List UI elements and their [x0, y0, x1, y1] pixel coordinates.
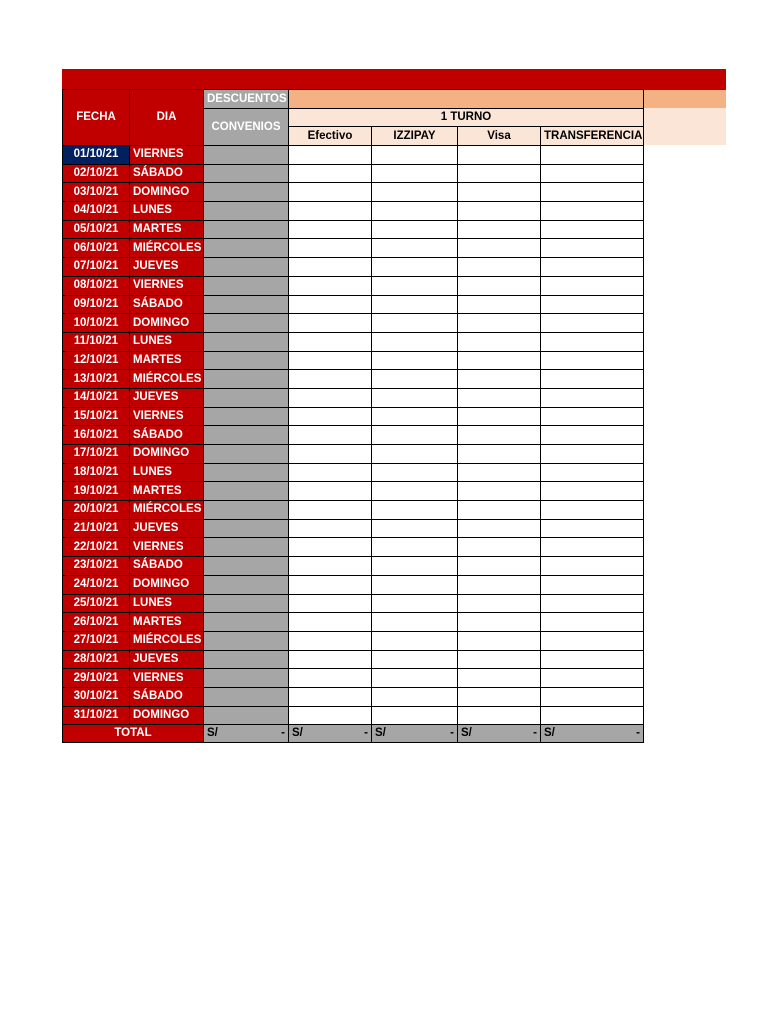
table-row: [63, 687, 644, 706]
convenios-cell[interactable]: [204, 501, 289, 520]
efectivo-cell[interactable]: [289, 332, 372, 351]
dia-cell[interactable]: VIERNES: [130, 669, 204, 688]
efectivo-cell[interactable]: [289, 650, 372, 669]
fecha-cell[interactable]: 30/10/21: [63, 687, 130, 706]
table-row: [63, 146, 644, 165]
dia-cell[interactable]: JUEVES: [130, 650, 204, 669]
efectivo-cell[interactable]: [289, 407, 372, 426]
dia-cell[interactable]: LUNES: [130, 594, 204, 613]
table-row: [63, 706, 644, 725]
transferencia-cell[interactable]: [541, 258, 644, 277]
table-row: [63, 370, 644, 389]
total-currency: S/: [461, 727, 472, 740]
visa-cell[interactable]: [458, 146, 541, 165]
izzipay-cell[interactable]: [372, 388, 458, 407]
fecha-cell[interactable]: 21/10/21: [63, 519, 130, 538]
table-row: [63, 332, 644, 351]
visa-cell[interactable]: [458, 669, 541, 688]
dia-cell[interactable]: DOMINGO: [130, 575, 204, 594]
transferencia-cell[interactable]: [541, 220, 644, 239]
efectivo-cell[interactable]: [289, 706, 372, 725]
izzipay-cell[interactable]: [372, 445, 458, 464]
table-row: [63, 445, 644, 464]
total-amount: -: [533, 727, 537, 740]
table-row: [63, 669, 644, 688]
efectivo-cell[interactable]: [289, 519, 372, 538]
visa-cell[interactable]: [458, 183, 541, 202]
table-row: [63, 407, 644, 426]
convenios-cell[interactable]: [204, 631, 289, 650]
efectivo-cell[interactable]: [289, 687, 372, 706]
convenios-cell[interactable]: [204, 183, 289, 202]
dia-cell[interactable]: JUEVES: [130, 258, 204, 277]
transferencia-cell[interactable]: [541, 463, 644, 482]
total-convenios[interactable]: [204, 725, 289, 743]
izzipay-cell[interactable]: [372, 146, 458, 165]
fecha-cell[interactable]: 08/10/21: [63, 276, 130, 295]
transferencia-cell[interactable]: [541, 650, 644, 669]
fecha-cell[interactable]: 23/10/21: [63, 557, 130, 576]
dia-cell[interactable]: MIÉRCOLES: [130, 239, 204, 258]
transferencia-cell[interactable]: [541, 687, 644, 706]
convenios-cell[interactable]: [204, 258, 289, 277]
total-visa[interactable]: [458, 725, 541, 743]
fecha-cell[interactable]: 12/10/21: [63, 351, 130, 370]
visa-cell[interactable]: [458, 650, 541, 669]
fecha-cell[interactable]: 01/10/21: [63, 146, 130, 165]
table-row: [63, 557, 644, 576]
izzipay-cell[interactable]: [372, 575, 458, 594]
visa-cell[interactable]: [458, 631, 541, 650]
izzipay-cell[interactable]: [372, 706, 458, 725]
convenios-cell[interactable]: [204, 407, 289, 426]
izzipay-cell[interactable]: [372, 650, 458, 669]
izzipay-cell[interactable]: [372, 557, 458, 576]
izzipay-cell[interactable]: [372, 332, 458, 351]
visa-cell[interactable]: [458, 332, 541, 351]
table-row: [63, 351, 644, 370]
visa-cell[interactable]: [458, 276, 541, 295]
transferencia-cell[interactable]: [541, 146, 644, 165]
efectivo-cell[interactable]: [289, 258, 372, 277]
izzipay-cell[interactable]: [372, 519, 458, 538]
dia-cell[interactable]: SÁBADO: [130, 687, 204, 706]
transferencia-cell[interactable]: [541, 388, 644, 407]
dia-cell[interactable]: SÁBADO: [130, 557, 204, 576]
total-amount: -: [450, 727, 454, 740]
convenios-cell[interactable]: [204, 426, 289, 445]
izzipay-cell[interactable]: [372, 426, 458, 445]
table-row: [63, 314, 644, 333]
fecha-cell[interactable]: 31/10/21: [63, 706, 130, 725]
fecha-cell[interactable]: 17/10/21: [63, 445, 130, 464]
convenios-cell[interactable]: [204, 519, 289, 538]
header-fecha[interactable]: FECHA: [63, 90, 130, 146]
dia-cell[interactable]: MARTES: [130, 482, 204, 501]
convenios-cell[interactable]: [204, 146, 289, 165]
fecha-cell[interactable]: 28/10/21: [63, 650, 130, 669]
header-transferencia[interactable]: TRANSFERENCIA: [541, 127, 644, 146]
total-efectivo[interactable]: [289, 725, 372, 743]
efectivo-cell[interactable]: [289, 445, 372, 464]
visa-cell[interactable]: [458, 445, 541, 464]
total-amount: -: [364, 727, 368, 740]
fecha-cell[interactable]: 15/10/21: [63, 407, 130, 426]
izzipay-cell[interactable]: [372, 407, 458, 426]
efectivo-cell[interactable]: [289, 351, 372, 370]
fecha-cell[interactable]: 05/10/21: [63, 220, 130, 239]
efectivo-cell[interactable]: [289, 631, 372, 650]
dia-cell[interactable]: LUNES: [130, 202, 204, 221]
visa-cell[interactable]: [458, 687, 541, 706]
transferencia-cell[interactable]: [541, 332, 644, 351]
visa-cell[interactable]: [458, 314, 541, 333]
efectivo-cell[interactable]: [289, 557, 372, 576]
convenios-cell[interactable]: [204, 239, 289, 258]
transferencia-cell[interactable]: [541, 706, 644, 725]
efectivo-cell[interactable]: [289, 220, 372, 239]
transferencia-cell[interactable]: [541, 445, 644, 464]
izzipay-cell[interactable]: [372, 314, 458, 333]
transferencia-cell[interactable]: [541, 594, 644, 613]
descuentos-fill[interactable]: [289, 90, 644, 109]
efectivo-cell[interactable]: [289, 463, 372, 482]
visa-cell[interactable]: [458, 463, 541, 482]
visa-cell[interactable]: [458, 538, 541, 557]
izzipay-cell[interactable]: [372, 164, 458, 183]
transferencia-cell[interactable]: [541, 370, 644, 389]
transferencia-cell[interactable]: [541, 183, 644, 202]
efectivo-cell[interactable]: [289, 388, 372, 407]
visa-cell[interactable]: [458, 519, 541, 538]
fecha-cell[interactable]: 27/10/21: [63, 631, 130, 650]
fecha-cell[interactable]: 19/10/21: [63, 482, 130, 501]
efectivo-cell[interactable]: [289, 183, 372, 202]
dia-cell[interactable]: DOMINGO: [130, 706, 204, 725]
izzipay-cell[interactable]: [372, 370, 458, 389]
table-row: [63, 388, 644, 407]
table-row: [63, 183, 644, 202]
izzipay-cell[interactable]: [372, 183, 458, 202]
table-row: [63, 631, 644, 650]
total-amount: -: [281, 727, 285, 740]
izzipay-cell[interactable]: [372, 501, 458, 520]
header-izzipay[interactable]: IZZIPAY: [372, 127, 458, 146]
dia-cell[interactable]: VIERNES: [130, 146, 204, 165]
convenios-cell[interactable]: [204, 370, 289, 389]
transferencia-cell[interactable]: [541, 164, 644, 183]
total-izzipay[interactable]: [372, 725, 458, 743]
header-descuentos[interactable]: DESCUENTOS: [204, 90, 289, 109]
convenios-cell[interactable]: [204, 220, 289, 239]
visa-cell[interactable]: [458, 351, 541, 370]
dia-cell[interactable]: SÁBADO: [130, 426, 204, 445]
efectivo-cell[interactable]: [289, 482, 372, 501]
transferencia-cell[interactable]: [541, 351, 644, 370]
fecha-cell[interactable]: 14/10/21: [63, 388, 130, 407]
visa-cell[interactable]: [458, 706, 541, 725]
convenios-cell[interactable]: [204, 706, 289, 725]
transferencia-cell[interactable]: [541, 202, 644, 221]
dia-cell[interactable]: JUEVES: [130, 519, 204, 538]
transferencia-cell[interactable]: [541, 426, 644, 445]
convenios-cell[interactable]: [204, 594, 289, 613]
visa-cell[interactable]: [458, 426, 541, 445]
izzipay-cell[interactable]: [372, 669, 458, 688]
visa-cell[interactable]: [458, 575, 541, 594]
convenios-cell[interactable]: [204, 351, 289, 370]
convenios-cell[interactable]: [204, 575, 289, 594]
visa-cell[interactable]: [458, 388, 541, 407]
convenios-cell[interactable]: [204, 295, 289, 314]
izzipay-cell[interactable]: [372, 295, 458, 314]
sales-sheet: [62, 89, 644, 743]
convenios-cell[interactable]: [204, 650, 289, 669]
transferencia-cell[interactable]: [541, 314, 644, 333]
table-row: [63, 295, 644, 314]
transferencia-cell[interactable]: [541, 407, 644, 426]
table-row: [63, 575, 644, 594]
dia-cell[interactable]: MARTES: [130, 351, 204, 370]
header-efectivo[interactable]: Efectivo: [289, 127, 372, 146]
transferencia-cell[interactable]: [541, 276, 644, 295]
efectivo-cell[interactable]: [289, 239, 372, 258]
convenios-cell[interactable]: [204, 332, 289, 351]
table-row: [63, 220, 644, 239]
transferencia-cell[interactable]: [541, 239, 644, 258]
izzipay-cell[interactable]: [372, 631, 458, 650]
fecha-cell[interactable]: 26/10/21: [63, 613, 130, 632]
dia-cell[interactable]: MIÉRCOLES: [130, 631, 204, 650]
izzipay-cell[interactable]: [372, 351, 458, 370]
fecha-cell[interactable]: 18/10/21: [63, 463, 130, 482]
izzipay-cell[interactable]: [372, 538, 458, 557]
fecha-cell[interactable]: 10/10/21: [63, 314, 130, 333]
table-row: [63, 482, 644, 501]
total-label[interactable]: TOTAL: [63, 725, 204, 743]
header-turno[interactable]: 1 TURNO: [289, 109, 644, 127]
convenios-cell[interactable]: [204, 445, 289, 464]
izzipay-cell[interactable]: [372, 594, 458, 613]
visa-cell[interactable]: [458, 482, 541, 501]
efectivo-cell[interactable]: [289, 202, 372, 221]
convenios-cell[interactable]: [204, 276, 289, 295]
fecha-cell[interactable]: 24/10/21: [63, 575, 130, 594]
sheet-body: [63, 146, 644, 725]
izzipay-cell[interactable]: [372, 220, 458, 239]
visa-cell[interactable]: [458, 613, 541, 632]
table-row: [63, 202, 644, 221]
izzipay-cell[interactable]: [372, 687, 458, 706]
dia-cell[interactable]: VIERNES: [130, 276, 204, 295]
convenios-cell[interactable]: [204, 202, 289, 221]
dia-cell[interactable]: JUEVES: [130, 388, 204, 407]
izzipay-cell[interactable]: [372, 258, 458, 277]
fecha-cell[interactable]: 11/10/21: [63, 332, 130, 351]
fecha-cell[interactable]: 02/10/21: [63, 164, 130, 183]
efectivo-cell[interactable]: [289, 314, 372, 333]
efectivo-cell[interactable]: [289, 575, 372, 594]
total-currency: S/: [207, 727, 218, 740]
transferencia-cell[interactable]: [541, 613, 644, 632]
izzipay-cell[interactable]: [372, 482, 458, 501]
visa-cell[interactable]: [458, 295, 541, 314]
dia-cell[interactable]: MIÉRCOLES: [130, 501, 204, 520]
transferencia-cell[interactable]: [541, 501, 644, 520]
convenios-cell[interactable]: [204, 164, 289, 183]
visa-cell[interactable]: [458, 594, 541, 613]
table-row: [63, 426, 644, 445]
izzipay-cell[interactable]: [372, 276, 458, 295]
visa-cell[interactable]: [458, 407, 541, 426]
izzipay-cell[interactable]: [372, 239, 458, 258]
convenios-cell[interactable]: [204, 557, 289, 576]
total-currency: S/: [375, 727, 386, 740]
convenios-cell[interactable]: [204, 538, 289, 557]
total-transferencia[interactable]: [541, 725, 644, 743]
dia-cell[interactable]: VIERNES: [130, 538, 204, 557]
header-visa[interactable]: Visa: [458, 127, 541, 146]
convenios-cell[interactable]: [204, 669, 289, 688]
fecha-cell[interactable]: 13/10/21: [63, 370, 130, 389]
table-row: [63, 594, 644, 613]
convenios-cell[interactable]: [204, 613, 289, 632]
table-row: [63, 650, 644, 669]
efectivo-cell[interactable]: [289, 669, 372, 688]
dia-cell[interactable]: MARTES: [130, 220, 204, 239]
efectivo-cell[interactable]: [289, 538, 372, 557]
fecha-cell[interactable]: 06/10/21: [63, 239, 130, 258]
transferencia-cell[interactable]: [541, 669, 644, 688]
efectivo-cell[interactable]: [289, 613, 372, 632]
transferencia-cell[interactable]: [541, 295, 644, 314]
title-bar: [62, 69, 726, 90]
visa-cell[interactable]: [458, 501, 541, 520]
table-row: [63, 276, 644, 295]
total-amount: -: [636, 727, 640, 740]
izzipay-cell[interactable]: [372, 463, 458, 482]
convenios-cell[interactable]: [204, 463, 289, 482]
efectivo-cell[interactable]: [289, 164, 372, 183]
fecha-cell[interactable]: 03/10/21: [63, 183, 130, 202]
dia-cell[interactable]: DOMINGO: [130, 314, 204, 333]
table-row: [63, 164, 644, 183]
dia-cell[interactable]: MARTES: [130, 613, 204, 632]
efectivo-cell[interactable]: [289, 501, 372, 520]
fecha-cell[interactable]: 22/10/21: [63, 538, 130, 557]
efectivo-cell[interactable]: [289, 594, 372, 613]
dia-cell[interactable]: LUNES: [130, 463, 204, 482]
table-row: [63, 258, 644, 277]
fecha-cell[interactable]: 29/10/21: [63, 669, 130, 688]
convenios-cell[interactable]: [204, 314, 289, 333]
visa-cell[interactable]: [458, 202, 541, 221]
table-row: [63, 463, 644, 482]
dia-cell[interactable]: LUNES: [130, 332, 204, 351]
visa-cell[interactable]: [458, 220, 541, 239]
total-currency: S/: [292, 727, 303, 740]
table-row: [63, 501, 644, 520]
visa-cell[interactable]: [458, 370, 541, 389]
table-row: [63, 519, 644, 538]
visa-cell[interactable]: [458, 164, 541, 183]
convenios-cell[interactable]: [204, 482, 289, 501]
visa-cell[interactable]: [458, 239, 541, 258]
efectivo-cell[interactable]: [289, 370, 372, 389]
convenios-cell[interactable]: [204, 388, 289, 407]
efectivo-cell[interactable]: [289, 295, 372, 314]
table-row: [63, 538, 644, 557]
izzipay-cell[interactable]: [372, 613, 458, 632]
efectivo-cell[interactable]: [289, 426, 372, 445]
table-row: [63, 613, 644, 632]
fecha-cell[interactable]: 07/10/21: [63, 258, 130, 277]
dia-cell[interactable]: DOMINGO: [130, 445, 204, 464]
transferencia-cell[interactable]: [541, 538, 644, 557]
header-convenios[interactable]: CONVENIOS: [204, 109, 289, 146]
visa-cell[interactable]: [458, 557, 541, 576]
transferencia-cell[interactable]: [541, 631, 644, 650]
efectivo-cell[interactable]: [289, 146, 372, 165]
transferencia-cell[interactable]: [541, 519, 644, 538]
transferencia-cell[interactable]: [541, 482, 644, 501]
visa-cell[interactable]: [458, 258, 541, 277]
dia-cell[interactable]: VIERNES: [130, 407, 204, 426]
total-row: [63, 725, 644, 743]
efectivo-cell[interactable]: [289, 276, 372, 295]
dia-cell[interactable]: DOMINGO: [130, 183, 204, 202]
convenios-cell[interactable]: [204, 687, 289, 706]
dia-cell[interactable]: SÁBADO: [130, 295, 204, 314]
dia-cell[interactable]: SÁBADO: [130, 164, 204, 183]
total-currency: S/: [544, 727, 555, 740]
fecha-cell[interactable]: 20/10/21: [63, 501, 130, 520]
fecha-cell[interactable]: 16/10/21: [63, 426, 130, 445]
fecha-cell[interactable]: 25/10/21: [63, 594, 130, 613]
izzipay-cell[interactable]: [372, 202, 458, 221]
dia-cell[interactable]: MIÉRCOLES: [130, 370, 204, 389]
fecha-cell[interactable]: 09/10/21: [63, 295, 130, 314]
transferencia-cell[interactable]: [541, 557, 644, 576]
header-dia[interactable]: DIA: [130, 90, 204, 146]
transferencia-cell[interactable]: [541, 575, 644, 594]
fecha-cell[interactable]: 04/10/21: [63, 202, 130, 221]
table-row: [63, 239, 644, 258]
